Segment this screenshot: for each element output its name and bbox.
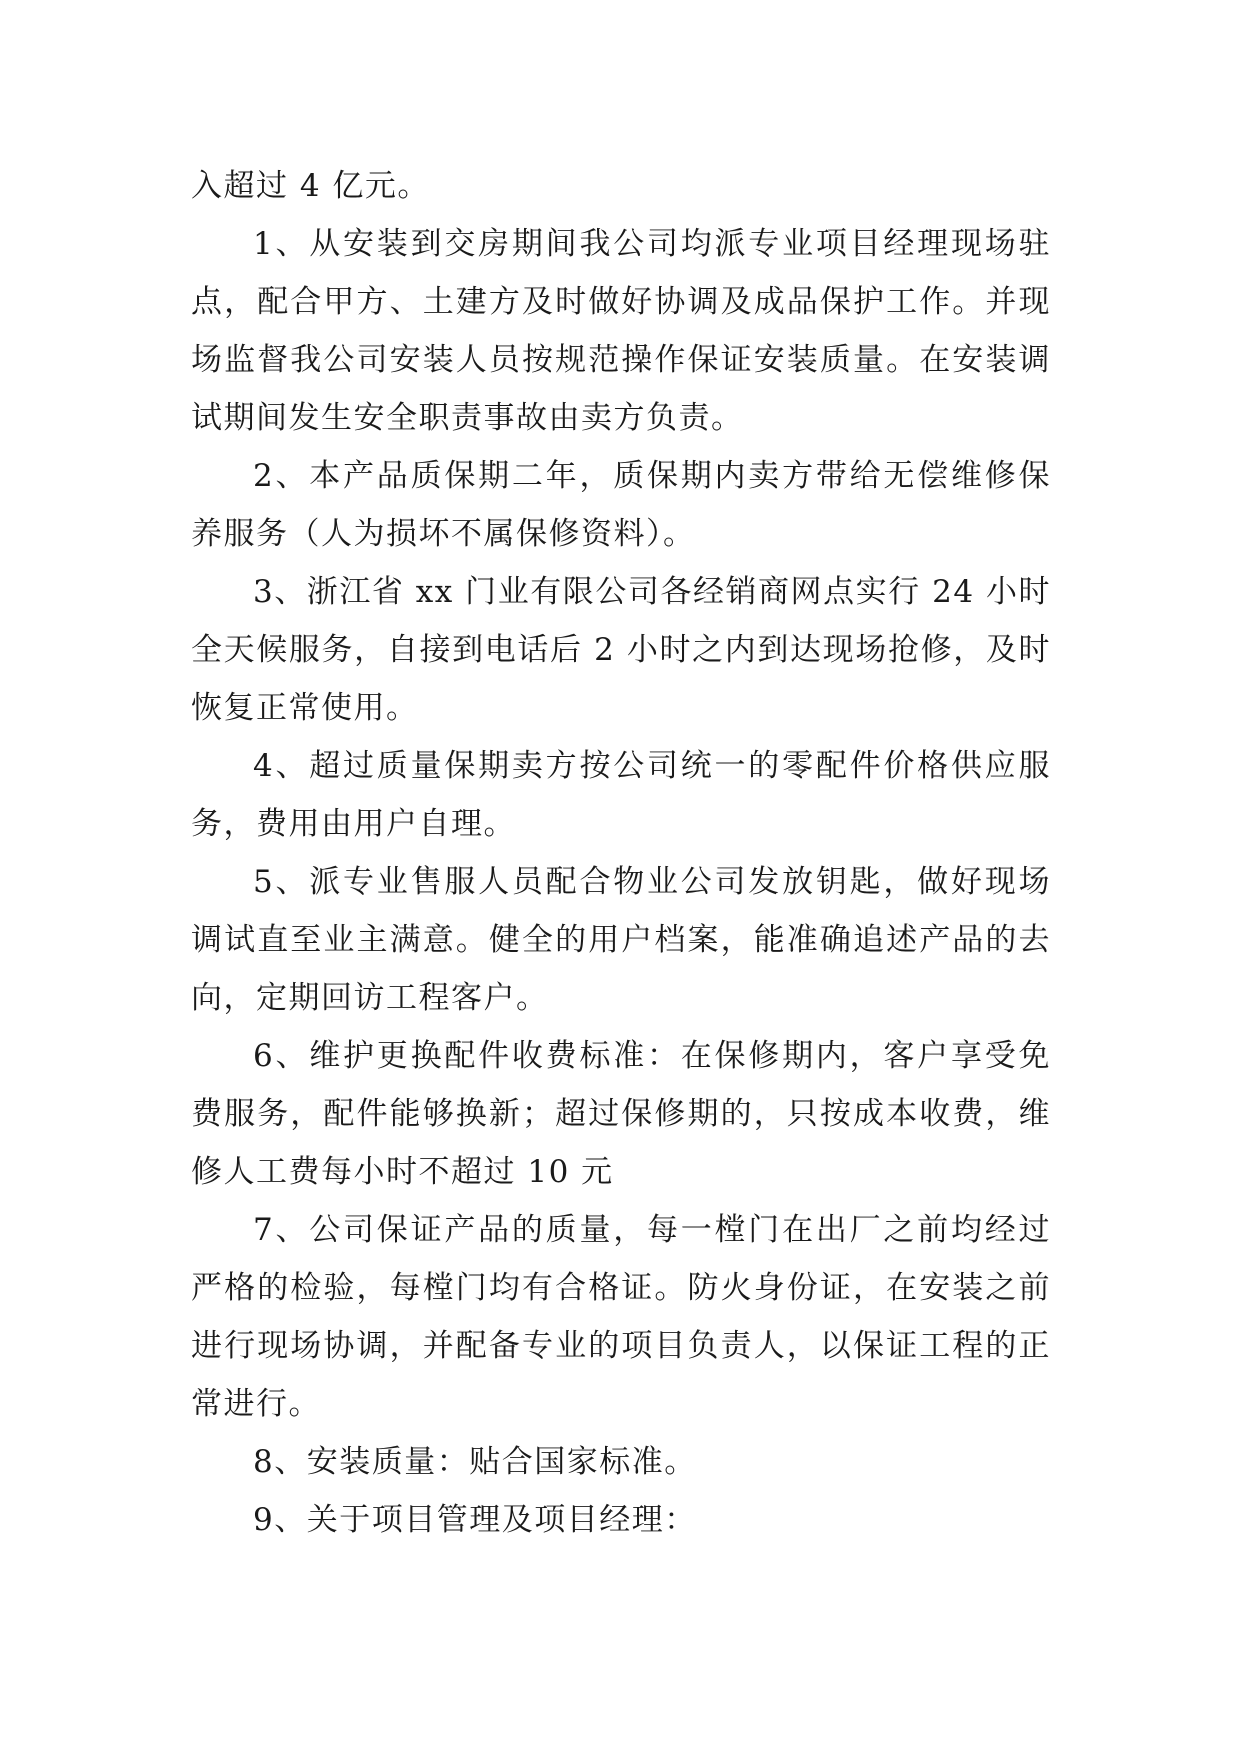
paragraph-item-8: 8、安装质量：贴合国家标准。 [253,1444,697,1480]
paragraph-item-9: 9、关于项目管理及项目经理： [253,1502,697,1538]
paragraph-item-2: 2、本产品质保期二年，质保期内卖方带给无偿维修保养服务（人为损坏不属保修资料）。 [191,458,1051,552]
paragraph-item-3: 3、浙江省 xx 门业有限公司各经销商网点实行 24 小时全天候服务，自接到电话后 2 小时之内到达现场抢修，及时恢复正常使用。 [191,574,1051,726]
paragraph-item-6: 6、维护更换配件收费标准：在保修期内，客户享受免费服务，配件能够换新；超过保修期的，只按成本收费，维修人工费每小时不超过 10 元 [191,1038,1051,1190]
paragraph-item-5: 5、派专业售服人员配合物业公司发放钥匙，做好现场调试直至业主满意。健全的用户档案，能准确追述产品的去向，定期回访工程客户。 [191,864,1051,1016]
paragraph-item-4: 4、超过质量保期卖方按公司统一的零配件价格供应服务，费用由用户自理。 [191,748,1051,842]
paragraph-item-1: 1、从安装到交房期间我公司均派专业项目经理现场驻点，配合甲方、土建方及时做好协调及成品保护工作。并现场监督我公司安装人员按规范操作保证安装质量。在安装调试期间发生安全职责事故由卖方负责。 [191,226,1051,436]
paragraph-continuation: 入超过 4 亿元。 [191,168,430,204]
paragraph-item-7: 7、公司保证产品的质量，每一樘门在出厂之前均经过严格的检验，每樘门均有合格证。防火身份证，在安装之前进行现场协调，并配备专业的项目负责人，以保证工程的正常进行。 [191,1212,1051,1422]
document-page [191,157,1051,1549]
